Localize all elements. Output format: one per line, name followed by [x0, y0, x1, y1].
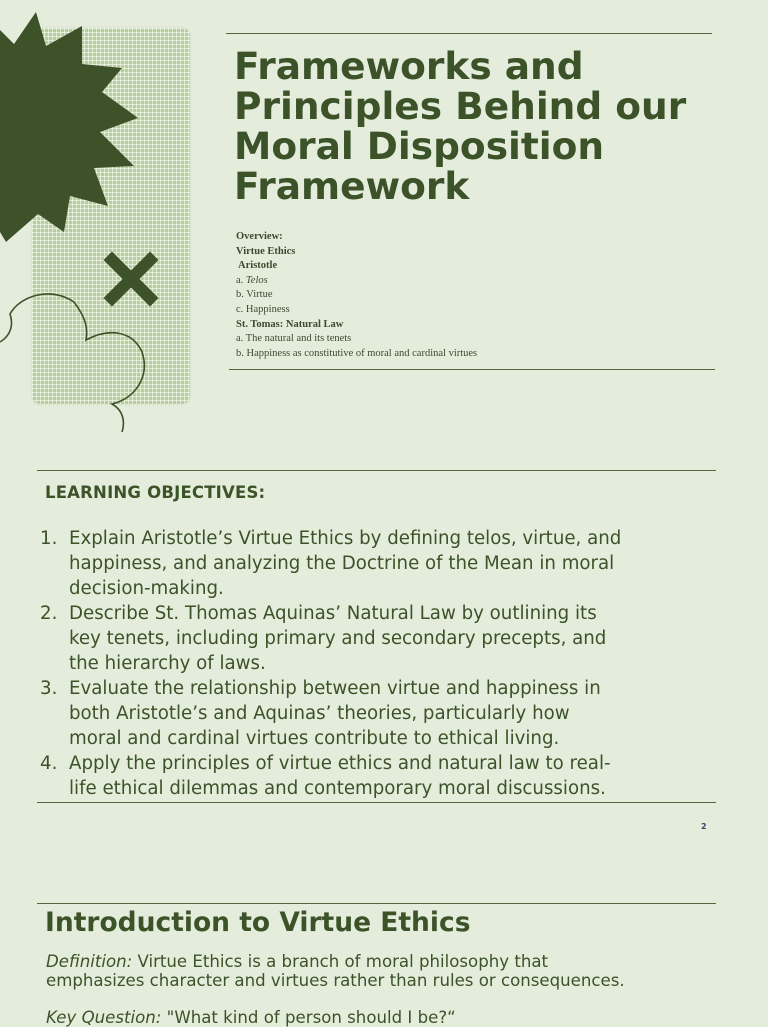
objective-line: the hierarchy of laws.	[69, 653, 266, 674]
objective-line: Describe St. Thomas Aquinas’ Natural Law by outlining its	[69, 603, 597, 624]
starburst-shape	[0, 12, 138, 242]
overview-item-natural-tenets: a. The natural and its tenets	[236, 333, 352, 345]
overview-item-natural-law: St. Tomas: Natural Law	[236, 318, 344, 330]
objective-number: 4.	[40, 753, 58, 774]
overview-item-virtue: b. Virtue	[236, 289, 273, 301]
telos-label: Telos	[245, 274, 268, 286]
overview-section	[236, 230, 706, 361]
key-question-paragraph	[46, 1008, 726, 1027]
decorative-artwork	[0, 0, 200, 440]
x-mark-icon	[112, 260, 150, 298]
cloud-outline-shape	[0, 294, 144, 432]
section-heading: Introduction to Virtue Ethics	[45, 907, 471, 938]
objective-line: life ethical dilemmas and contemporary moral discussions.	[69, 778, 606, 799]
objective-item	[37, 601, 717, 676]
objective-line: Explain Aristotle’s Virtue Ethics by defining telos, virtue, and	[69, 528, 622, 549]
definition-label: Definition:	[46, 952, 133, 971]
objective-line: moral and cardinal virtues contribute to ethical living.	[69, 728, 560, 749]
objective-line: decision-making.	[69, 578, 224, 599]
objective-line: happiness, and analyzing the Doctrine of the Mean in moral	[69, 553, 615, 574]
overview-item-aristotle: Aristotle	[236, 260, 278, 272]
overview-item-happiness: c. Happiness	[236, 303, 290, 315]
telos-prefix: a.	[236, 274, 246, 286]
title-top-rule	[226, 33, 712, 34]
objective-number: 1.	[40, 528, 58, 549]
objective-line: both Aristotle’s and Aquinas’ theories, particularly how	[69, 703, 570, 724]
intro-top-rule	[37, 903, 716, 904]
objective-line: Apply the principles of virtue ethics and natural law to real-	[69, 753, 611, 774]
learning-objectives-heading: LEARNING OBJECTIVES:	[45, 483, 266, 502]
definition-text: Virtue Ethics is a branch of moral philosophy that	[132, 952, 549, 971]
objective-line: Evaluate the relationship between virtue and happiness in	[69, 678, 601, 699]
overview-bottom-rule	[229, 369, 715, 370]
objectives-bottom-rule	[37, 802, 716, 803]
objective-number: 2.	[40, 603, 58, 624]
learning-objectives-list	[37, 526, 717, 801]
key-question-text: "What kind of person should I be?“	[161, 1008, 456, 1027]
overview-item-happiness-constitutive: b. Happiness as constitutive of moral and cardinal virtues	[236, 347, 478, 359]
page-number: 2	[701, 822, 707, 831]
overview-heading: Overview:	[236, 231, 283, 242]
objectives-top-rule	[37, 470, 716, 471]
definition-paragraph	[46, 952, 726, 990]
objective-item	[37, 751, 717, 801]
objective-item	[37, 526, 717, 601]
overview-item-telos	[236, 274, 706, 289]
key-question-label: Key Question:	[46, 1008, 162, 1027]
overview-item-virtue-ethics: Virtue Ethics	[236, 245, 296, 257]
objective-item	[37, 676, 717, 751]
definition-line: emphasizes character and virtues rather than rules or consequences.	[46, 971, 625, 990]
page-title: Frameworks and Principles Behind our Moral Disposition Framework	[234, 44, 687, 208]
definition-line	[46, 952, 726, 971]
objective-number: 3.	[40, 678, 58, 699]
objective-line: key tenets, including primary and secondary precepts, and	[69, 628, 607, 649]
